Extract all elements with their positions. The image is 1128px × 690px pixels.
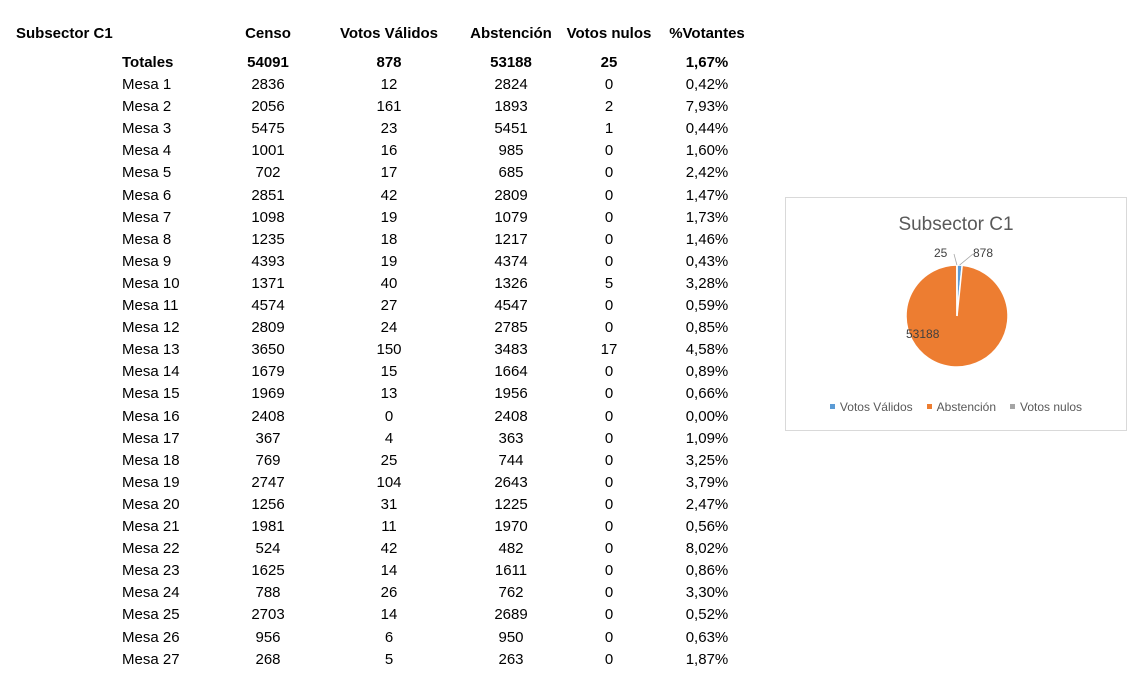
table-cell-nulos: 0 <box>604 429 614 447</box>
table-cell-censo: 1001 <box>251 142 285 160</box>
totals-cell-pct: 1,67% <box>685 54 729 71</box>
table-cell-pct: 7,93% <box>685 98 729 116</box>
table-cell-censo: 2836 <box>251 76 285 93</box>
table-cell-pct: 2,42% <box>685 164 729 182</box>
table-cell-censo: 1969 <box>251 385 285 403</box>
table-cell-pct: 2,47% <box>685 495 729 513</box>
table-cell-pct: 0,44% <box>685 120 729 138</box>
table-cell-pct: 0,86% <box>685 562 729 580</box>
totals-cell-censo: 54091 <box>247 54 289 71</box>
table-cell-validos: 150 <box>376 341 402 359</box>
table-cell-censo: 1625 <box>251 562 285 580</box>
column-header: Censo <box>245 25 291 42</box>
column-header: Abstención <box>470 25 552 42</box>
table-cell-validos: 18 <box>380 230 398 248</box>
table-cell-censo: 1679 <box>251 363 285 381</box>
table-cell-nulos: 17 <box>600 341 618 359</box>
table-cell-pct: 3,25% <box>685 451 729 469</box>
table-cell-nulos: 0 <box>604 142 614 160</box>
table-cell-censo: 769 <box>255 451 281 469</box>
table-cell-abstencion: 4374 <box>494 252 528 270</box>
pie-chart[interactable] <box>785 197 1127 431</box>
table-cell-censo: 788 <box>255 584 281 602</box>
legend-item[interactable] <box>927 400 996 414</box>
table-cell-validos: 16 <box>380 142 398 160</box>
table-cell-pct: 3,30% <box>685 584 729 602</box>
table-cell-validos: 0 <box>384 407 394 425</box>
table-cell-abstencion: 1217 <box>494 230 528 248</box>
table-cell-abstencion: 1611 <box>494 562 528 580</box>
table-cell-validos: 6 <box>384 628 394 646</box>
table-cell-abstencion: 2785 <box>494 319 528 337</box>
row-label: Mesa 2 <box>122 98 172 116</box>
row-label: Mesa 17 <box>122 429 180 447</box>
row-label: Mesa 11 <box>122 297 179 314</box>
table-cell-censo: 5475 <box>251 120 285 138</box>
table-cell-censo: 4574 <box>251 297 285 314</box>
row-label: Mesa 3 <box>122 120 172 138</box>
table-cell-abstencion: 1079 <box>494 208 528 226</box>
row-label: Mesa 1 <box>122 76 172 93</box>
table-cell-validos: 26 <box>380 584 398 602</box>
table-cell-pct: 0,42% <box>685 76 729 93</box>
row-label: Mesa 5 <box>122 164 172 182</box>
table-cell-abstencion: 363 <box>498 429 524 447</box>
table-cell-abstencion: 1664 <box>494 363 528 381</box>
table-cell-pct: 1,46% <box>685 230 729 248</box>
pie-data-label: 25 <box>934 246 948 260</box>
table-cell-nulos: 2 <box>604 98 614 116</box>
legend-item[interactable] <box>830 400 913 414</box>
table-cell-validos: 42 <box>380 186 398 204</box>
table-cell-nulos: 0 <box>604 628 614 646</box>
table-cell-nulos: 0 <box>604 451 614 469</box>
legend-swatch <box>927 404 932 409</box>
row-label: Mesa 10 <box>122 274 180 292</box>
table-cell-validos: 5 <box>384 650 394 668</box>
table-cell-censo: 1235 <box>251 230 285 248</box>
table-cell-nulos: 5 <box>604 274 614 292</box>
table-cell-abstencion: 2809 <box>494 186 528 204</box>
row-label: Mesa 22 <box>122 540 180 558</box>
table-cell-pct: 1,60% <box>685 142 729 160</box>
row-label: Mesa 4 <box>122 142 172 160</box>
table-cell-validos: 27 <box>380 297 398 314</box>
totals-cell-nulos: 25 <box>600 54 618 71</box>
table-cell-pct: 1,87% <box>685 650 729 668</box>
table-cell-nulos: 0 <box>604 473 614 491</box>
table-cell-validos: 24 <box>380 319 398 337</box>
table-cell-censo: 2703 <box>251 606 285 624</box>
table-cell-censo: 524 <box>255 540 281 558</box>
table-cell-nulos: 0 <box>604 584 614 602</box>
row-label: Mesa 25 <box>122 606 180 624</box>
table-cell-pct: 0,56% <box>685 518 729 535</box>
row-label: Mesa 13 <box>122 341 180 359</box>
table-cell-pct: 3,28% <box>685 274 729 292</box>
leader-line <box>954 254 957 265</box>
table-cell-nulos: 0 <box>604 164 614 182</box>
table-cell-censo: 1981 <box>251 518 285 535</box>
table-cell-nulos: 0 <box>604 562 614 580</box>
table-cell-censo: 2809 <box>251 319 285 337</box>
chart-legend <box>786 400 1126 414</box>
table-cell-pct: 1,09% <box>685 429 729 447</box>
table-cell-pct: 0,43% <box>685 252 729 270</box>
legend-item[interactable] <box>1010 400 1082 414</box>
table-cell-nulos: 0 <box>604 297 614 314</box>
table-cell-nulos: 0 <box>604 230 614 248</box>
table-cell-pct: 4,58% <box>685 341 729 359</box>
table-cell-abstencion: 482 <box>498 540 524 558</box>
table-cell-nulos: 0 <box>604 540 614 558</box>
table-cell-nulos: 0 <box>604 407 614 425</box>
table-cell-abstencion: 1225 <box>494 495 528 513</box>
table-cell-censo: 702 <box>255 164 281 182</box>
legend-swatch <box>830 404 835 409</box>
table-cell-abstencion: 2689 <box>494 606 528 624</box>
totals-label: Totales <box>122 54 174 71</box>
table-cell-nulos: 0 <box>604 385 614 403</box>
table-cell-nulos: 0 <box>604 252 614 270</box>
table-cell-abstencion: 1326 <box>494 274 528 292</box>
table-cell-pct: 1,73% <box>685 208 729 226</box>
row-label: Mesa 27 <box>122 650 180 668</box>
row-label: Mesa 9 <box>122 252 172 270</box>
table-cell-validos: 19 <box>380 208 398 226</box>
table-cell-pct: 0,59% <box>685 297 729 314</box>
table-cell-abstencion: 1956 <box>494 385 528 403</box>
table-cell-abstencion: 985 <box>498 142 524 160</box>
pie-data-label: 878 <box>973 246 994 260</box>
column-header: Votos Válidos <box>339 25 439 42</box>
table-cell-pct: 0,89% <box>685 363 729 381</box>
table-cell-validos: 161 <box>376 98 402 116</box>
table-cell-validos: 25 <box>380 451 398 469</box>
table-cell-censo: 2851 <box>251 186 285 204</box>
row-label: Mesa 23 <box>122 562 180 580</box>
table-cell-abstencion: 2643 <box>494 473 528 491</box>
table-cell-abstencion: 744 <box>498 451 524 469</box>
pie-data-label: 53188 <box>906 327 940 341</box>
legend-swatch <box>1010 404 1015 409</box>
row-label: Mesa 7 <box>122 208 172 226</box>
table-cell-censo: 2408 <box>251 407 285 425</box>
table-cell-censo: 4393 <box>251 252 285 270</box>
row-label: Mesa 20 <box>122 495 180 513</box>
table-cell-validos: 42 <box>380 540 398 558</box>
table-cell-abstencion: 4547 <box>494 297 528 314</box>
table-cell-pct: 8,02% <box>685 540 729 558</box>
table-cell-abstencion: 685 <box>498 164 524 182</box>
table-cell-validos: 31 <box>380 495 398 513</box>
table-cell-validos: 19 <box>380 252 398 270</box>
row-label: Mesa 24 <box>122 584 180 602</box>
table-cell-abstencion: 3483 <box>494 341 528 359</box>
table-cell-nulos: 0 <box>604 319 614 337</box>
totals-cell-validos: 878 <box>376 54 402 71</box>
row-label: Mesa 15 <box>122 385 180 403</box>
row-label: Mesa 14 <box>122 363 180 381</box>
table-cell-validos: 104 <box>376 473 402 491</box>
totals-cell-abstencion: 53188 <box>490 54 532 71</box>
table-cell-nulos: 0 <box>604 606 614 624</box>
row-label: Mesa 21 <box>122 518 180 535</box>
table-cell-censo: 2747 <box>251 473 285 491</box>
table-cell-validos: 15 <box>380 363 398 381</box>
table-cell-censo: 1098 <box>251 208 285 226</box>
table-cell-nulos: 0 <box>604 208 614 226</box>
table-cell-abstencion: 762 <box>498 584 524 602</box>
column-header: %Votantes <box>669 25 745 42</box>
table-cell-nulos: 0 <box>604 76 614 93</box>
table-cell-censo: 268 <box>255 650 281 668</box>
table-cell-nulos: 0 <box>604 363 614 381</box>
table-cell-pct: 3,79% <box>685 473 729 491</box>
legend-label: Abstención <box>936 400 997 414</box>
table-cell-nulos: 0 <box>604 186 614 204</box>
table-cell-censo: 367 <box>255 429 281 447</box>
section-title: Subsector C1 <box>16 25 113 42</box>
table-cell-censo: 1256 <box>251 495 285 513</box>
chart-title: Subsector C1 <box>898 214 1014 235</box>
row-label: Mesa 8 <box>122 230 172 248</box>
row-label: Mesa 19 <box>122 473 180 491</box>
legend-label: Votos nulos <box>1020 400 1083 414</box>
table-cell-validos: 40 <box>380 274 398 292</box>
table-cell-pct: 0,66% <box>685 385 729 403</box>
table-cell-validos: 14 <box>380 606 398 624</box>
table-cell-abstencion: 2824 <box>494 76 528 93</box>
table-cell-censo: 2056 <box>251 98 285 116</box>
pie-svg <box>786 198 1126 430</box>
table-cell-validos: 13 <box>380 385 398 403</box>
table-cell-pct: 0,63% <box>685 628 729 646</box>
table-cell-nulos: 0 <box>604 518 614 535</box>
table-cell-validos: 12 <box>380 76 398 93</box>
table-cell-censo: 3650 <box>251 341 285 359</box>
leader-line <box>960 254 973 265</box>
table-cell-nulos: 1 <box>604 120 614 138</box>
table-cell-abstencion: 5451 <box>494 120 528 138</box>
table-cell-abstencion: 1893 <box>494 98 528 116</box>
table-cell-validos: 23 <box>380 120 398 138</box>
table-cell-abstencion: 1970 <box>494 518 528 535</box>
table-cell-validos: 14 <box>380 562 398 580</box>
table-cell-censo: 956 <box>255 628 281 646</box>
table-cell-pct: 1,47% <box>685 186 729 204</box>
row-label: Mesa 26 <box>122 628 180 646</box>
column-header: Votos nulos <box>566 25 652 42</box>
row-label: Mesa 16 <box>122 407 180 425</box>
table-cell-censo: 1371 <box>251 274 285 292</box>
row-label: Mesa 18 <box>122 451 180 469</box>
table-cell-validos: 17 <box>380 164 398 182</box>
table-cell-abstencion: 950 <box>498 628 524 646</box>
table-cell-pct: 0,52% <box>685 606 729 624</box>
table-cell-pct: 0,85% <box>685 319 729 337</box>
legend-label: Votos Válidos <box>839 400 913 414</box>
row-label: Mesa 6 <box>122 186 172 204</box>
table-cell-pct: 0,00% <box>685 407 729 425</box>
table-cell-validos: 11 <box>381 518 397 535</box>
table-cell-nulos: 0 <box>604 650 614 668</box>
table-cell-nulos: 0 <box>604 495 614 513</box>
table-cell-abstencion: 263 <box>498 650 524 668</box>
row-label: Mesa 12 <box>122 319 180 337</box>
table-cell-validos: 4 <box>384 429 394 447</box>
table-cell-abstencion: 2408 <box>494 407 528 425</box>
